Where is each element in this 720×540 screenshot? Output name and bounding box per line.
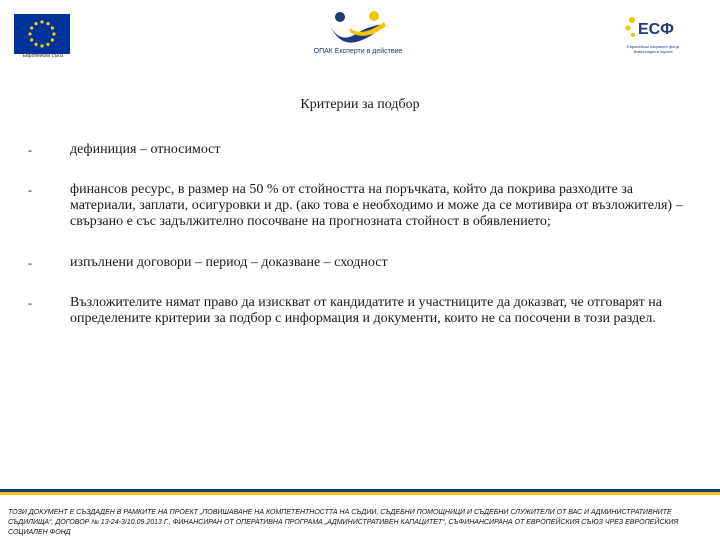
list-dash: -	[28, 256, 32, 270]
list-dash: -	[28, 183, 32, 197]
eu-star-icon	[40, 20, 43, 23]
list-item	[28, 255, 688, 271]
svg-text:ЕСФ: ЕСФ	[638, 21, 674, 38]
eu-star-icon	[34, 43, 37, 46]
list-item-text: финансов ресурс, в размер на 50 % от стойността на поръчката, който да покрива разходите за материали, заплати, осигуровки и др. (ако това е необходимо и може да се мотивира от възложителя) – свързано е със задължително посочване на прогнозната стойност в обявлението;	[70, 182, 683, 229]
eu-star-icon	[40, 44, 43, 47]
esf-logo	[624, 14, 680, 44]
eu-star-icon	[52, 32, 55, 35]
opak-logo	[326, 8, 390, 48]
eu-star-icon	[51, 26, 54, 29]
eu-star-icon	[30, 26, 33, 29]
slide-title: Критерии за подбор	[300, 97, 420, 112]
eu-logo-caption: Европейски съюз	[22, 53, 64, 59]
eu-star-icon	[51, 38, 54, 41]
list-item	[28, 295, 688, 327]
eu-star-icon	[30, 38, 33, 41]
list-dash: -	[28, 143, 32, 157]
page-header	[0, 0, 720, 95]
eu-star-icon	[28, 32, 31, 35]
opak-logo-caption: ОПАК Експерти в действие	[313, 48, 403, 55]
eu-star-icon	[46, 43, 49, 46]
list-item-text: Възложителите нямат право да изискват от кандидатите и участниците да доказват, че отговарят на определените критерии за подбор с информация и документи, които не са посочени в този раздел.	[70, 295, 662, 326]
eu-star-icon	[34, 22, 37, 25]
criteria-list	[28, 142, 688, 327]
list-item-text: дефиниция – относимост	[70, 142, 221, 157]
eu-star-icon	[46, 22, 49, 25]
list-item	[28, 142, 688, 158]
footer-divider	[0, 489, 720, 495]
list-dash: -	[28, 296, 32, 310]
footer-divider-yellow	[0, 492, 720, 495]
list-item	[28, 182, 688, 230]
esf-logo-caption: Европейски социален фонд Инвестиции в хората	[627, 44, 679, 54]
list-item-text: изпълнени договори – период – доказване – сходност	[70, 255, 388, 270]
footer-disclaimer: ТОЗИ ДОКУМЕНТ Е СЪЗДАДЕН В РАМКИТЕ НА ПРОЕКТ „ПОВИШАВАНЕ НА КОМПЕТЕНТНОСТТА НА СЪДИИ, СЪДЕБНИ ПОМОЩНИЦИ И СЪДЕБНИ СЛУЖИТЕЛИ ОТ ВАС И АДМИНИСТРАТИВНИТЕ СЪДИЛИЩА“, ДОГОВОР № 13-24-3/10.09.2013 Г., ФИНАНСИРАН ОТ ОПЕРАТИВНА ПРОГРАМА „АДМИНИСТРАТИВЕН КАПАЦИТЕТ“, СЪФИНАНСИРАНА ОТ ЕВРОПЕЙСКИЯ СЪЮЗ ЧРЕЗ ЕВРОПЕЙСКИЯ СОЦИАЛЕН ФОНД	[8, 509, 679, 536]
eu-flag-logo	[14, 14, 70, 54]
